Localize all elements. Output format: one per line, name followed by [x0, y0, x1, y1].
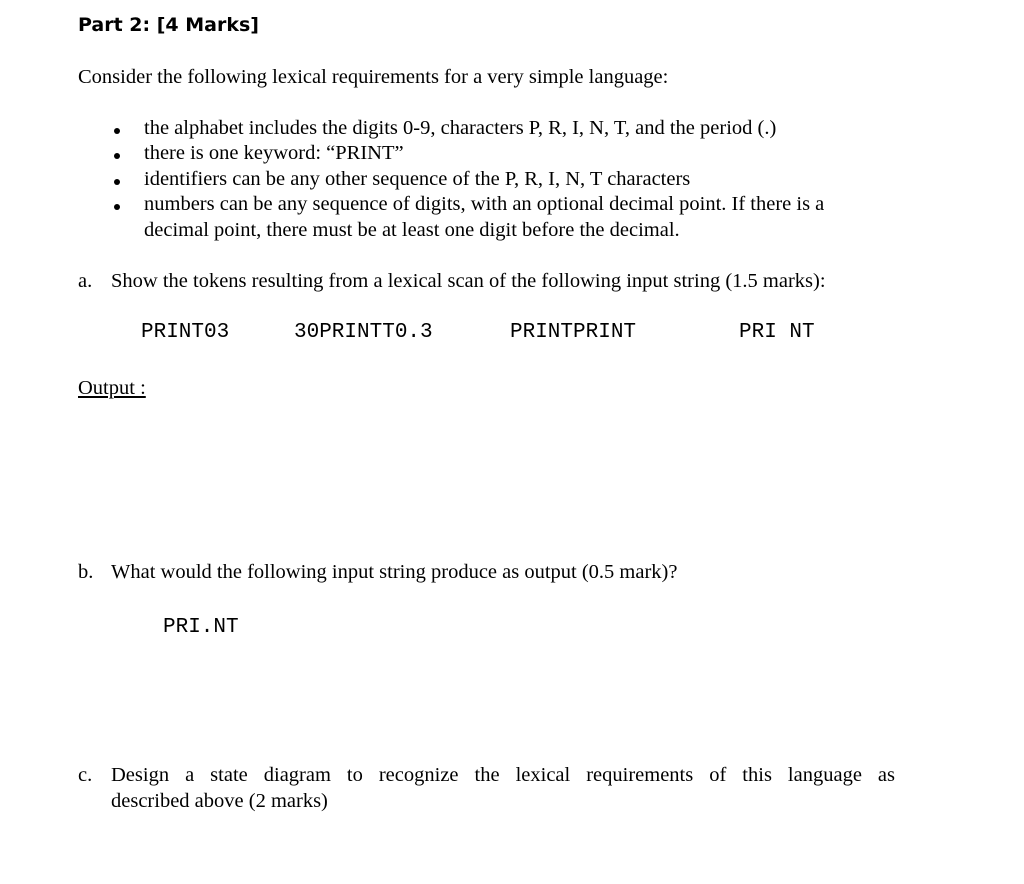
- bullet-icon: [114, 179, 120, 185]
- requirement-item-continuation: decimal point, there must be at least one digit before the decimal.: [144, 219, 680, 241]
- requirement-item: there is one keyword: “PRINT”: [144, 142, 404, 164]
- requirement-item: the alphabet includes the digits 0-9, characters P, R, I, N, T, and the period (.): [144, 117, 777, 139]
- part-c-question-line2: described above (2 marks): [111, 790, 328, 812]
- page-heading: Part 2: [4 Marks]: [78, 14, 259, 36]
- part-c-label: c.: [78, 764, 93, 786]
- bullet-icon: [114, 128, 120, 134]
- input-string: PRINT03: [141, 321, 230, 344]
- output-label: Output :: [78, 377, 146, 399]
- part-a-question: Show the tokens resulting from a lexical scan of the following input string (1.5 marks):: [111, 270, 826, 292]
- part-b-label: b.: [78, 561, 94, 583]
- input-string: PRINTPRINT: [510, 321, 637, 344]
- intro-text: Consider the following lexical requirements for a very simple language:: [78, 66, 669, 88]
- bullet-icon: [114, 153, 120, 159]
- bullet-icon: [114, 204, 120, 210]
- input-string: PRI NT: [739, 321, 815, 344]
- requirement-item: numbers can be any sequence of digits, with an optional decimal point. If there is a: [144, 193, 825, 215]
- input-string: 30PRINTT0.3: [294, 321, 433, 344]
- requirement-item: identifiers can be any other sequence of the P, R, I, N, T characters: [144, 168, 691, 190]
- part-c-question-line1: Design a state diagram to recognize the lexical requirements of this language as: [111, 764, 895, 786]
- input-string: PRI.NT: [163, 616, 239, 639]
- part-a-label: a.: [78, 270, 93, 292]
- part-b-question: What would the following input string produce as output (0.5 mark)?: [111, 561, 678, 583]
